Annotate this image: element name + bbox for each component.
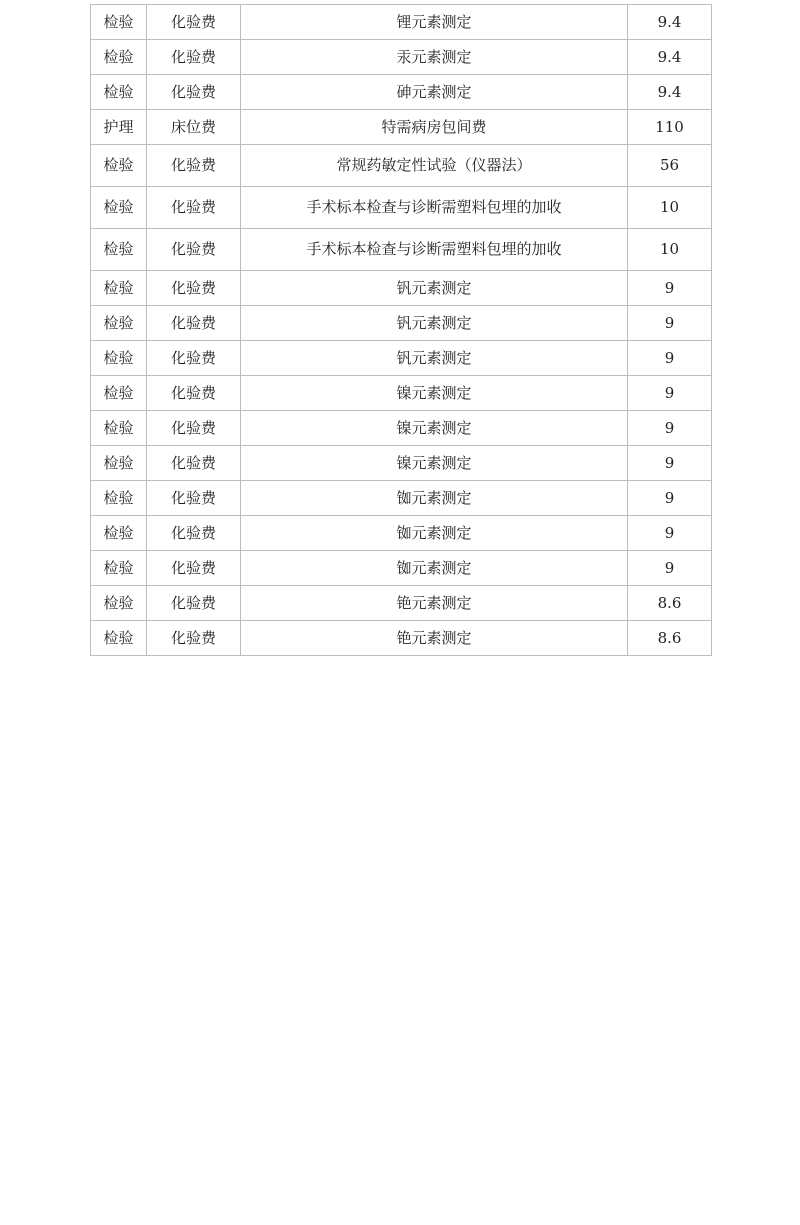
item-cell: 铯元素测定 [241, 586, 628, 621]
table-row [91, 229, 712, 271]
fee-type-cell: 化验费 [147, 446, 241, 481]
item-cell: 砷元素测定 [241, 75, 628, 110]
table-row [91, 271, 712, 306]
fee-type-cell: 化验费 [147, 481, 241, 516]
item-cell: 铷元素测定 [241, 481, 628, 516]
item-cell: 钒元素测定 [241, 341, 628, 376]
item-cell: 镍元素测定 [241, 411, 628, 446]
price-cell: 8.6 [628, 621, 712, 656]
item-cell: 钒元素测定 [241, 271, 628, 306]
category-cell: 检验 [91, 75, 147, 110]
item-cell: 镍元素测定 [241, 376, 628, 411]
fee-type-cell: 化验费 [147, 621, 241, 656]
fee-type-cell: 化验费 [147, 586, 241, 621]
fee-type-cell: 化验费 [147, 551, 241, 586]
price-cell: 9 [628, 341, 712, 376]
fee-type-cell: 化验费 [147, 306, 241, 341]
item-cell: 铯元素测定 [241, 621, 628, 656]
category-cell: 检验 [91, 411, 147, 446]
category-cell: 检验 [91, 551, 147, 586]
item-cell: 汞元素测定 [241, 40, 628, 75]
table-row [91, 551, 712, 586]
fee-type-cell: 化验费 [147, 341, 241, 376]
price-cell: 9.4 [628, 75, 712, 110]
fee-type-cell: 化验费 [147, 145, 241, 187]
price-cell: 9.4 [628, 40, 712, 75]
category-cell: 检验 [91, 229, 147, 271]
price-cell: 9 [628, 516, 712, 551]
table-row [91, 110, 712, 145]
table-row [91, 621, 712, 656]
category-cell: 检验 [91, 376, 147, 411]
category-cell: 护理 [91, 110, 147, 145]
item-cell: 铷元素测定 [241, 516, 628, 551]
fee-type-cell: 化验费 [147, 271, 241, 306]
table-row [91, 376, 712, 411]
category-cell: 检验 [91, 5, 147, 40]
table-row [91, 516, 712, 551]
table-row [91, 40, 712, 75]
table-row [91, 341, 712, 376]
fee-type-cell: 化验费 [147, 229, 241, 271]
price-cell: 9.4 [628, 5, 712, 40]
category-cell: 检验 [91, 145, 147, 187]
fee-table [90, 4, 712, 656]
item-cell: 常规药敏定性试验（仪器法） [241, 145, 628, 187]
item-cell: 手术标本检查与诊断需塑料包埋的加收 [241, 229, 628, 271]
fee-table-body [91, 5, 712, 656]
item-cell: 锂元素测定 [241, 5, 628, 40]
price-cell: 9 [628, 271, 712, 306]
table-row [91, 306, 712, 341]
item-cell: 手术标本检查与诊断需塑料包埋的加收 [241, 187, 628, 229]
item-cell: 铷元素测定 [241, 551, 628, 586]
item-cell: 钒元素测定 [241, 306, 628, 341]
price-cell: 10 [628, 229, 712, 271]
fee-type-cell: 化验费 [147, 516, 241, 551]
category-cell: 检验 [91, 271, 147, 306]
fee-type-cell: 化验费 [147, 75, 241, 110]
fee-type-cell: 化验费 [147, 40, 241, 75]
fee-type-cell: 化验费 [147, 411, 241, 446]
fee-type-cell: 床位费 [147, 110, 241, 145]
price-cell: 56 [628, 145, 712, 187]
table-row [91, 446, 712, 481]
price-cell: 10 [628, 187, 712, 229]
category-cell: 检验 [91, 341, 147, 376]
price-cell: 9 [628, 411, 712, 446]
table-row [91, 145, 712, 187]
fee-type-cell: 化验费 [147, 187, 241, 229]
category-cell: 检验 [91, 481, 147, 516]
category-cell: 检验 [91, 516, 147, 551]
category-cell: 检验 [91, 187, 147, 229]
category-cell: 检验 [91, 621, 147, 656]
table-row [91, 75, 712, 110]
price-cell: 9 [628, 376, 712, 411]
category-cell: 检验 [91, 586, 147, 621]
table-row [91, 481, 712, 516]
table-row [91, 5, 712, 40]
price-cell: 9 [628, 481, 712, 516]
table-row [91, 586, 712, 621]
category-cell: 检验 [91, 40, 147, 75]
item-cell: 镍元素测定 [241, 446, 628, 481]
fee-type-cell: 化验费 [147, 5, 241, 40]
category-cell: 检验 [91, 446, 147, 481]
price-cell: 9 [628, 446, 712, 481]
price-cell: 9 [628, 306, 712, 341]
price-cell: 110 [628, 110, 712, 145]
price-cell: 9 [628, 551, 712, 586]
table-row [91, 187, 712, 229]
category-cell: 检验 [91, 306, 147, 341]
item-cell: 特需病房包间费 [241, 110, 628, 145]
table-row [91, 411, 712, 446]
price-cell: 8.6 [628, 586, 712, 621]
fee-type-cell: 化验费 [147, 376, 241, 411]
